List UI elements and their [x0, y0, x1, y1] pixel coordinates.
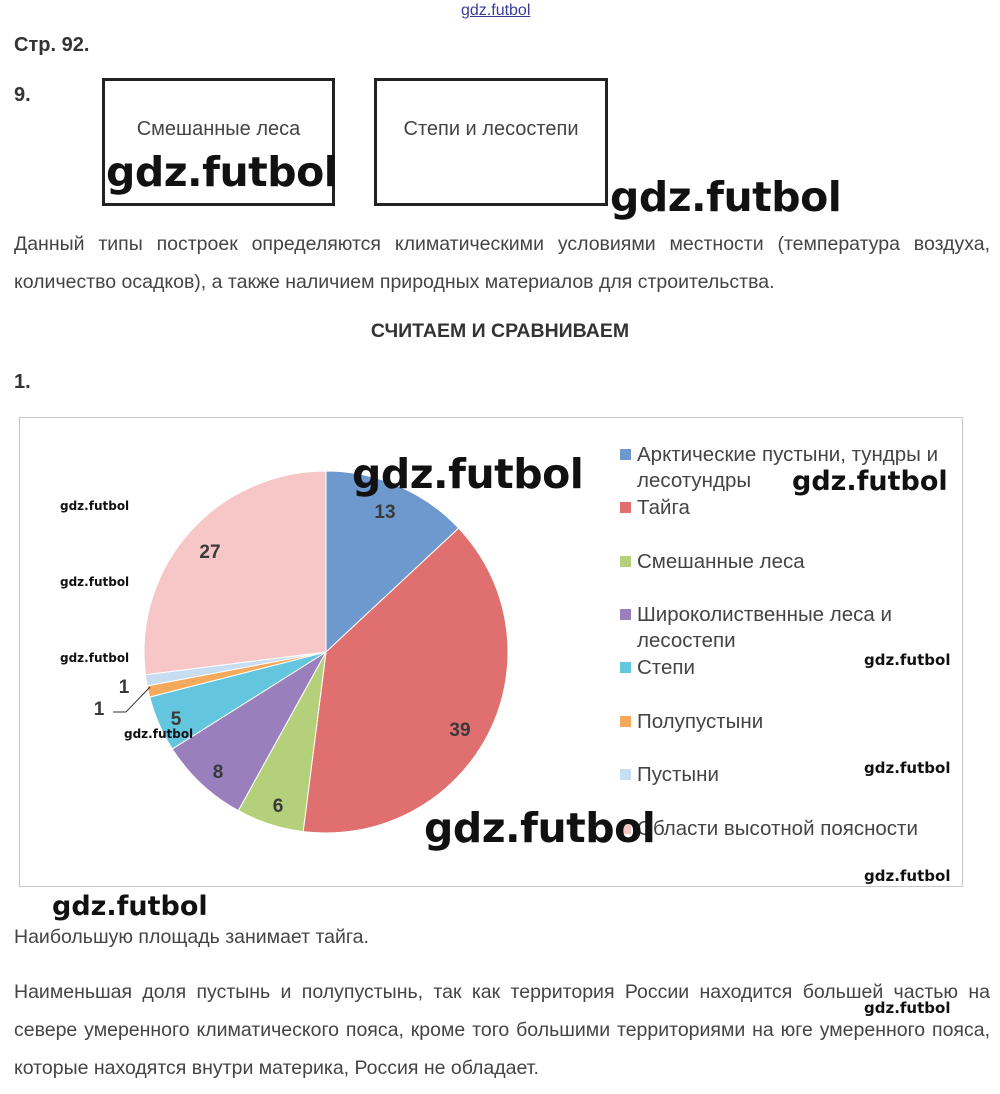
pie-slice-label: 39	[449, 720, 471, 741]
conclusion-largest: Наибольшую площадь занимает тайга.	[14, 926, 369, 948]
legend-label: Тайга	[637, 496, 690, 519]
task-9-text: Данный типы построек определяются климатическими условиями местности (температура воздуха, количество осадков), а также наличием природных материалов для строительства.	[14, 233, 990, 293]
watermark: gdz.futbol	[792, 466, 948, 497]
answer-box-label: Смешанные леса	[136, 118, 301, 140]
answer-box-label: Степи и лесостепи	[403, 118, 579, 140]
legend-label: Области высотной поясности	[637, 817, 918, 840]
watermark: gdz.futbol	[864, 651, 951, 669]
watermark: gdz.futbol	[124, 727, 194, 741]
watermark: gdz.futbol	[60, 575, 130, 589]
task-9-number: 9.	[14, 84, 31, 106]
legend-swatch	[620, 716, 631, 727]
pie-slice-label: 5	[170, 709, 182, 730]
pie-slice-label: 1	[118, 677, 130, 698]
watermark: gdz.futbol	[60, 499, 130, 513]
watermark: gdz.futbol	[60, 651, 130, 665]
legend-swatch	[620, 662, 631, 673]
page-label: Стр. 92.	[14, 34, 90, 56]
watermark: gdz.futbol	[864, 759, 951, 777]
legend-swatch	[620, 449, 631, 460]
watermark: gdz.futbol	[864, 999, 951, 1017]
pie-slice-label: 6	[272, 796, 284, 817]
pie-slice-label: 8	[212, 762, 224, 783]
conclusion-smallest: Наименьшая доля пустынь и полупустынь, так как территория России находится большей частью на севере умеренного климатического пояса, кроме того большими территориями на юге умеренного пояса, которые находятся внутри материка, Россия не обладает.	[14, 981, 990, 1079]
legend-swatch	[620, 609, 631, 620]
legend-label: Пустыни	[637, 763, 719, 786]
pie-slice-label: 13	[374, 502, 396, 523]
legend-label: Степи	[637, 656, 695, 679]
watermark: gdz.futbol	[352, 450, 584, 498]
legend-label: Полупустыни	[637, 710, 764, 733]
pie-slice-label: 1	[93, 699, 105, 720]
watermark: gdz.futbol	[424, 804, 656, 852]
section-heading: СЧИТАЕМ И СРАВНИВАЕМ	[370, 320, 630, 342]
watermark-top-link[interactable]: gdz.futbol	[461, 2, 531, 19]
legend-swatch	[620, 769, 631, 780]
legend-label: Смешанные леса	[637, 550, 805, 573]
pie-slices	[144, 471, 508, 833]
watermark: gdz.futbol	[864, 867, 951, 885]
pie-slice-label: 27	[199, 542, 221, 563]
watermark: gdz.futbol	[52, 891, 208, 922]
task-1-number: 1.	[14, 371, 31, 393]
leader-line	[126, 687, 150, 712]
legend-label: Арктические пустыни, тундры и лесотундры	[637, 443, 939, 492]
watermark: gdz.futbol	[610, 173, 842, 221]
pie-slice	[144, 471, 326, 675]
legend-swatch	[620, 556, 631, 567]
legend-swatch	[620, 502, 631, 513]
watermark: gdz.futbol	[106, 148, 338, 196]
legend-label: Широколиственные леса и лесостепи	[637, 603, 892, 652]
